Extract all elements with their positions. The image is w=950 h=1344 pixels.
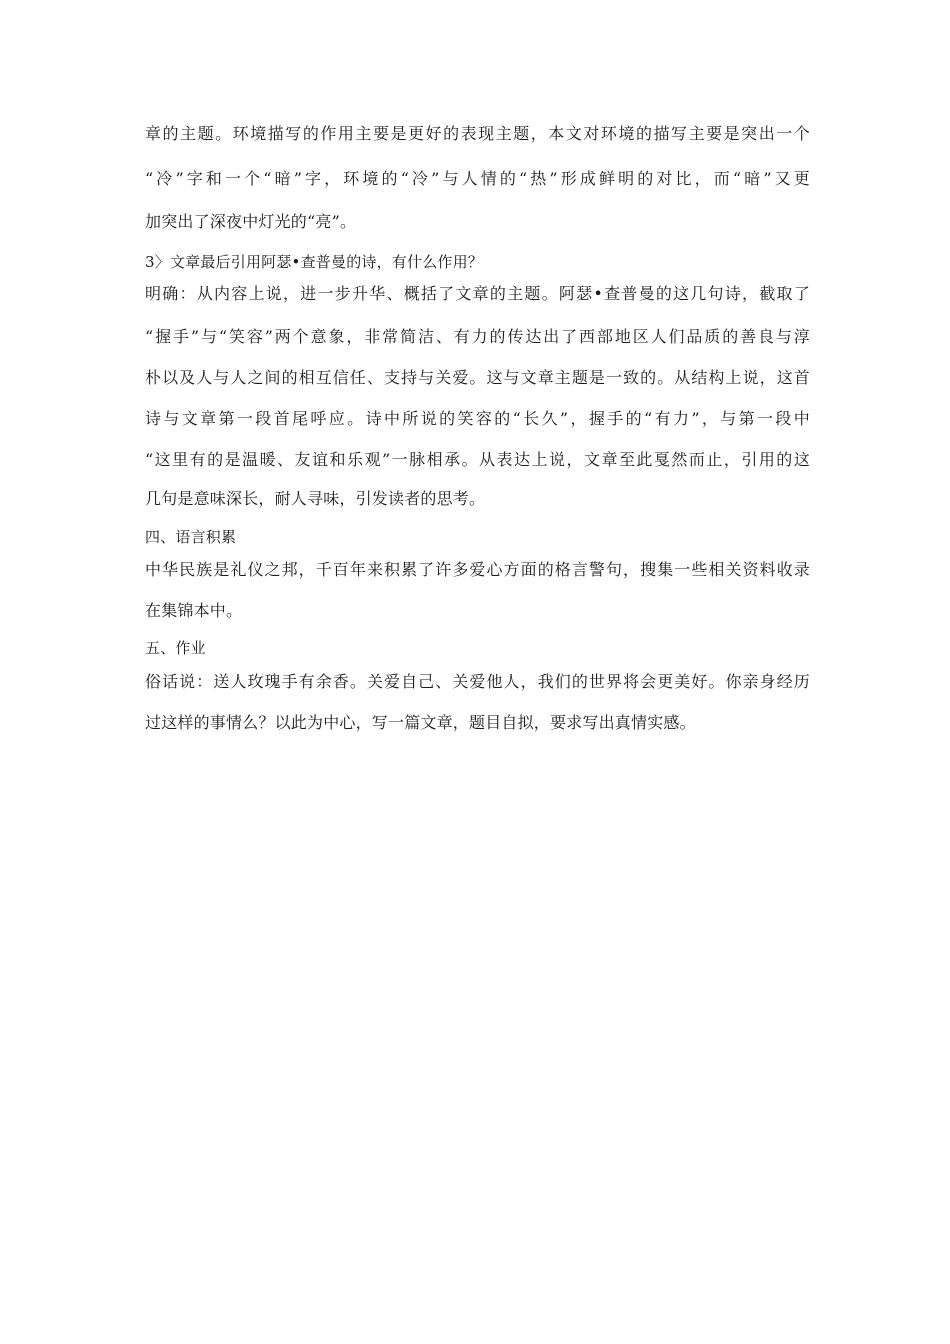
section-heading: 四、语言积累 bbox=[145, 528, 237, 546]
paragraph-line: “冷”字和一个“暗”字，环境的“冷”与人情的“热”形成鲜明的对比，而“暗”又更 bbox=[145, 169, 810, 188]
answer-line: “握手”与“笑容”两个意象，非常简洁、有力的传达出了西部地区人们品质的善良与淳 bbox=[145, 327, 810, 346]
paragraph-line: 章的主题。环境描写的作用主要是更好的表现主题，本文对环境的描写主要是突出一个 bbox=[145, 124, 810, 143]
answer-line: 几句是意味深长，耐人寻味，引发读者的思考。 bbox=[145, 489, 486, 508]
answer-line: 诗与文章第一段首尾呼应。诗中所说的笑容的“长久”，握手的“有力”，与第一段中 bbox=[145, 409, 810, 428]
question-line: 3〉文章最后引用阿瑟•查普曼的诗，有什么作用？ bbox=[145, 253, 483, 271]
paragraph-line: 过这样的事情么？以此为中心，写一篇文章，题目自拟，要求写出真情实感。 bbox=[145, 713, 696, 732]
section-heading: 五、作业 bbox=[145, 639, 206, 657]
paragraph-line: 中华民族是礼仪之邦，千百年来积累了许多爱心方面的格言警句，搜集一些相关资料收录 bbox=[145, 560, 810, 579]
answer-line: 明确：从内容上说，进一步升华、概括了文章的主题。阿瑟•查普曼的这几句诗，截取了 bbox=[145, 284, 810, 303]
paragraph-line: 俗话说：送人玫瑰手有余香。关爱自己、关爱他人，我们的世界将会更美好。你亲身经历 bbox=[145, 672, 810, 691]
paragraph-line: 在集锦本中。 bbox=[145, 601, 243, 620]
answer-line: “这里有的是温暖、友谊和乐观”一脉相承。从表达上说，文章至此戛然而止，引用的这 bbox=[145, 450, 810, 469]
paragraph-line: 加突出了深夜中灯光的“亮”。 bbox=[145, 212, 357, 231]
answer-line: 朴以及人与人之间的相互信任、支持与关爱。这与文章主题是一致的。从结构上说，这首 bbox=[145, 368, 810, 387]
